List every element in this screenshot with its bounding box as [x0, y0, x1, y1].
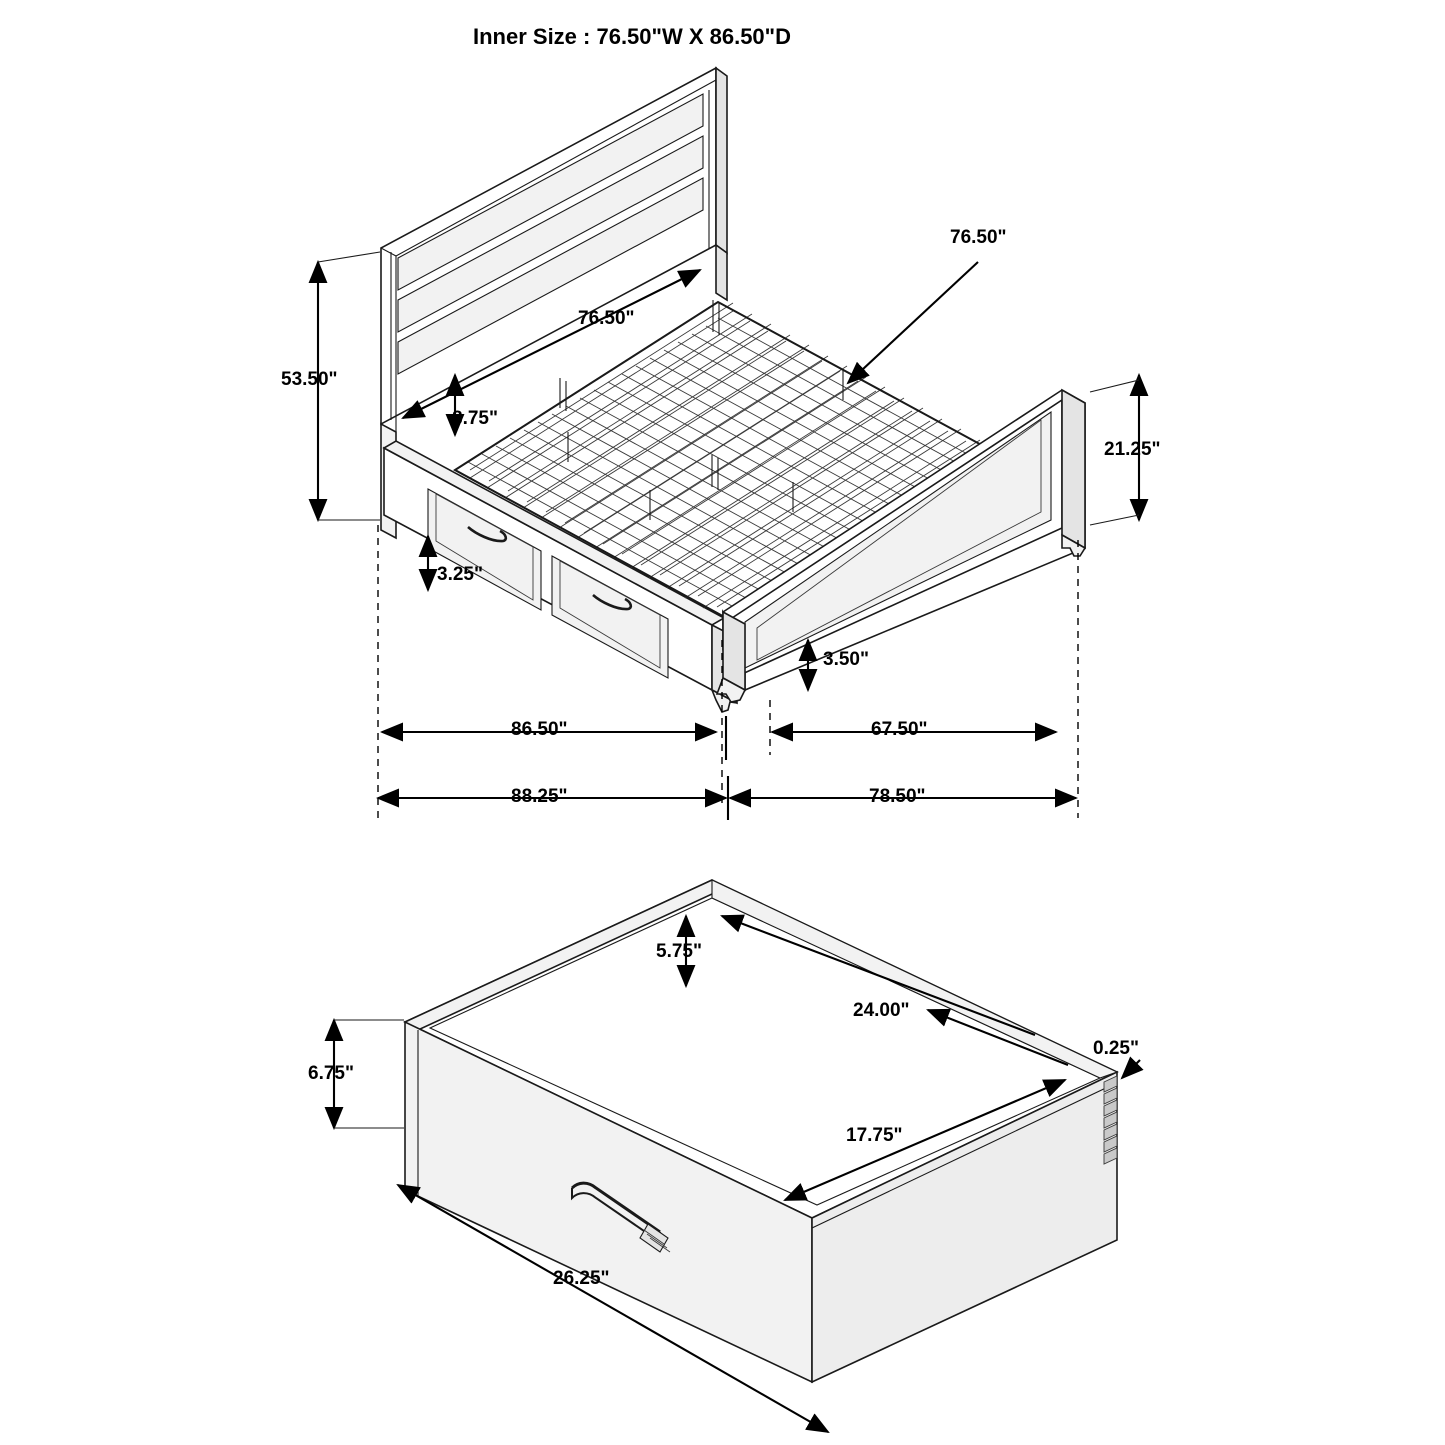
- dim-drawer-interior-depth: 5.75": [656, 941, 702, 962]
- dim-footboard-height: 21.25": [1104, 439, 1161, 460]
- dim-slat-clearance: 8.75": [452, 408, 498, 429]
- dim-overall-length: 88.25": [511, 786, 568, 807]
- dim-overall-width: 78.50": [869, 786, 926, 807]
- dim-drawer-face-height: 3.25": [437, 564, 483, 585]
- page-title: Inner Size : 76.50"W X 86.50"D: [473, 24, 791, 49]
- dim-drawer-panel-thickness: 0.25": [1093, 1038, 1139, 1059]
- dim-headboard-height: 53.50": [281, 369, 338, 390]
- dim-leg-height: 3.50": [823, 649, 869, 670]
- dim-inner-width-top: 76.50": [578, 308, 635, 329]
- drawer-illustration: [405, 880, 1117, 1382]
- dim-footboard-side-length: 67.50": [871, 719, 928, 740]
- dim-drawer-interior-width: 24.00": [853, 1000, 910, 1021]
- dim-drawer-front-width: 26.25": [553, 1268, 610, 1289]
- dim-drawer-interior-length: 17.75": [846, 1125, 903, 1146]
- dim-deck-length: 86.50": [511, 719, 568, 740]
- dim-drawer-front-height: 6.75": [308, 1063, 354, 1084]
- bed-illustration: [381, 68, 1085, 712]
- dim-inner-width-slats: 76.50": [950, 227, 1007, 248]
- dovetail-joints: [1104, 1076, 1117, 1164]
